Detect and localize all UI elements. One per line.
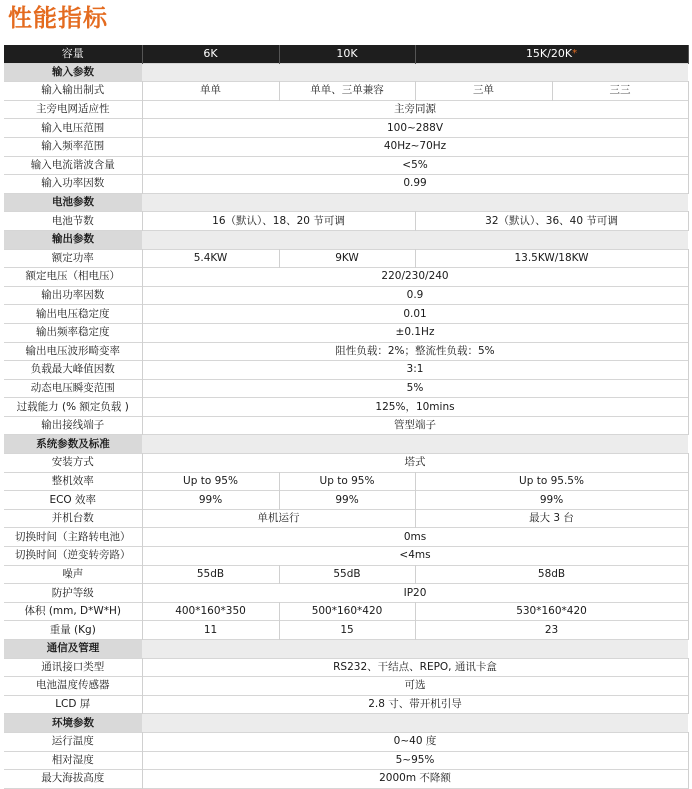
header-10k: 10K — [279, 45, 415, 63]
section-comm — [4, 640, 688, 659]
cell-all: 主旁同源 — [142, 100, 688, 119]
cell-all: 管型端子 — [142, 416, 688, 435]
row-label: 切换时间（主路转电池） — [4, 528, 142, 547]
cell-all: 0ms — [142, 528, 688, 547]
row-label: 额定电压（相电压） — [4, 268, 142, 287]
row-label: 输入频率范围 — [4, 137, 142, 156]
table-row — [4, 770, 688, 789]
table-row — [4, 454, 688, 473]
row-label: 并机台数 — [4, 509, 142, 528]
row-label: 输出电压稳定度 — [4, 305, 142, 324]
row-label: 运行温度 — [4, 732, 142, 751]
cell-15k: Up to 95.5% — [415, 472, 688, 491]
cell-all: IP20 — [142, 584, 688, 603]
row-label: LCD 屏 — [4, 695, 142, 714]
table-row — [4, 323, 688, 342]
table-row — [4, 100, 688, 119]
row-label: 整机效率 — [4, 472, 142, 491]
table-row — [4, 137, 688, 156]
table-row — [4, 547, 688, 566]
cell-10k: 55dB — [279, 565, 415, 584]
row-label: 过载能力 (% 额定负载 ) — [4, 398, 142, 417]
table-row — [4, 528, 688, 547]
table-row — [4, 658, 688, 677]
cell-15k: 58dB — [415, 565, 688, 584]
table-row — [4, 82, 688, 101]
cell-all: 可选 — [142, 677, 688, 696]
cell-all: <4ms — [142, 547, 688, 566]
cell-10k: 单单、三单兼容 — [279, 82, 415, 101]
section-title: 输出参数 — [4, 230, 142, 249]
row-label: 相对湿度 — [4, 751, 142, 770]
table-row — [4, 602, 688, 621]
page-title: 性能指标 — [8, 4, 108, 32]
row-label: 电池温度传感器 — [4, 677, 142, 696]
table-row — [4, 621, 688, 640]
table-row — [4, 175, 688, 194]
cell-15k: 最大 3 台 — [415, 509, 688, 528]
table-row — [4, 268, 688, 287]
cell-10k: Up to 95% — [279, 472, 415, 491]
header-capacity: 容量 — [4, 45, 142, 63]
row-label: 输入输出制式 — [4, 82, 142, 101]
row-label: 输出接线端子 — [4, 416, 142, 435]
cell-6k: 单单 — [142, 82, 279, 101]
row-label: 防护等级 — [4, 584, 142, 603]
table-row — [4, 212, 688, 231]
row-label: 输出频率稳定度 — [4, 323, 142, 342]
cell-6k: 400*160*350 — [142, 602, 279, 621]
cell-all: ±0.1Hz — [142, 323, 688, 342]
cell-6k: 11 — [142, 621, 279, 640]
row-label: 额定功率 — [4, 249, 142, 268]
cell-10k: 15 — [279, 621, 415, 640]
cell-all: 220/230/240 — [142, 268, 688, 287]
table-row — [4, 305, 688, 324]
cell-all: 0.9 — [142, 286, 688, 305]
section-env — [4, 714, 688, 733]
table-header-row — [4, 45, 688, 63]
cell-10k: 99% — [279, 491, 415, 510]
row-label: 体积 (mm, D*W*H) — [4, 602, 142, 621]
cell-all: <5% — [142, 156, 688, 175]
table-row — [4, 695, 688, 714]
header-6k: 6K — [142, 45, 279, 63]
header-15k-20k — [415, 45, 688, 63]
table-row — [4, 732, 688, 751]
table-row — [4, 509, 688, 528]
cell-all: 0~40 度 — [142, 732, 688, 751]
cell-15k: 13.5KW/18KW — [415, 249, 688, 268]
row-label: ECO 效率 — [4, 491, 142, 510]
cell-all: 125%，10mins — [142, 398, 688, 417]
header-15k-label: 15K/20K — [525, 47, 573, 61]
table-row — [4, 751, 688, 770]
section-output — [4, 230, 688, 249]
row-label: 切换时间（逆变转旁路） — [4, 547, 142, 566]
cell-all: 2000m 不降额 — [142, 770, 688, 789]
cell-15k-b: 三三 — [552, 82, 688, 101]
row-label: 输入电压范围 — [4, 119, 142, 138]
table-row — [4, 119, 688, 138]
row-label: 输入功率因数 — [4, 175, 142, 194]
section-battery — [4, 193, 688, 212]
table-row — [4, 361, 688, 380]
row-label: 噪声 — [4, 565, 142, 584]
table-row — [4, 565, 688, 584]
table-row — [4, 677, 688, 696]
cell-6k: 99% — [142, 491, 279, 510]
row-label: 输出功率因数 — [4, 286, 142, 305]
table-row — [4, 156, 688, 175]
cell-all: 塔式 — [142, 454, 688, 473]
table-row — [4, 286, 688, 305]
cell-all: 5% — [142, 379, 688, 398]
table-row — [4, 472, 688, 491]
row-label: 通讯接口类型 — [4, 658, 142, 677]
row-label: 输出电压波形畸变率 — [4, 342, 142, 361]
cell-6k-10k: 16（默认）、18、20 节可调 — [142, 212, 415, 231]
cell-15k: 23 — [415, 621, 688, 640]
cell-10k: 500*160*420 — [279, 602, 415, 621]
section-title: 环境参数 — [4, 714, 142, 733]
cell-10k: 9KW — [279, 249, 415, 268]
table-row — [4, 249, 688, 268]
section-title: 系统参数及标准 — [4, 435, 142, 454]
cell-15k: 530*160*420 — [415, 602, 688, 621]
cell-6k: Up to 95% — [142, 472, 279, 491]
cell-15k: 99% — [415, 491, 688, 510]
row-label: 动态电压瞬变范围 — [4, 379, 142, 398]
cell-all: 3:1 — [142, 361, 688, 380]
table-row — [4, 584, 688, 603]
cell-all: 0.01 — [142, 305, 688, 324]
row-label: 主旁电网适应性 — [4, 100, 142, 119]
cell-all: 5~95% — [142, 751, 688, 770]
cell-6k: 5.4KW — [142, 249, 279, 268]
cell-all: 阻性负载：2%；整流性负载：5% — [142, 342, 688, 361]
table-row — [4, 398, 688, 417]
spec-table — [4, 45, 689, 789]
table-row — [4, 491, 688, 510]
table-row — [4, 342, 688, 361]
row-label: 输入电流谐波含量 — [4, 156, 142, 175]
section-system — [4, 435, 688, 454]
row-label: 最大海拔高度 — [4, 770, 142, 789]
section-title: 输入参数 — [4, 63, 142, 82]
row-label: 负载最大峰值因数 — [4, 361, 142, 380]
cell-6k-10k: 单机运行 — [142, 509, 415, 528]
cell-all: 100~288V — [142, 119, 688, 138]
cell-all: 0.99 — [142, 175, 688, 194]
section-title: 通信及管理 — [4, 640, 142, 659]
table-row — [4, 416, 688, 435]
section-title: 电池参数 — [4, 193, 142, 212]
row-label: 电池节数 — [4, 212, 142, 231]
table-row — [4, 379, 688, 398]
cell-15k: 32（默认）、36、40 节可调 — [415, 212, 688, 231]
row-label: 重量 (Kg) — [4, 621, 142, 640]
section-input — [4, 63, 688, 82]
row-label: 安装方式 — [4, 454, 142, 473]
cell-all: RS232、干结点、REPO, 通讯卡盒 — [142, 658, 688, 677]
footnote-star: * — [572, 48, 578, 60]
cell-15k-a: 三单 — [415, 82, 552, 101]
cell-6k: 55dB — [142, 565, 279, 584]
cell-all: 40Hz~70Hz — [142, 137, 688, 156]
cell-all: 2.8 寸、带开机引导 — [142, 695, 688, 714]
